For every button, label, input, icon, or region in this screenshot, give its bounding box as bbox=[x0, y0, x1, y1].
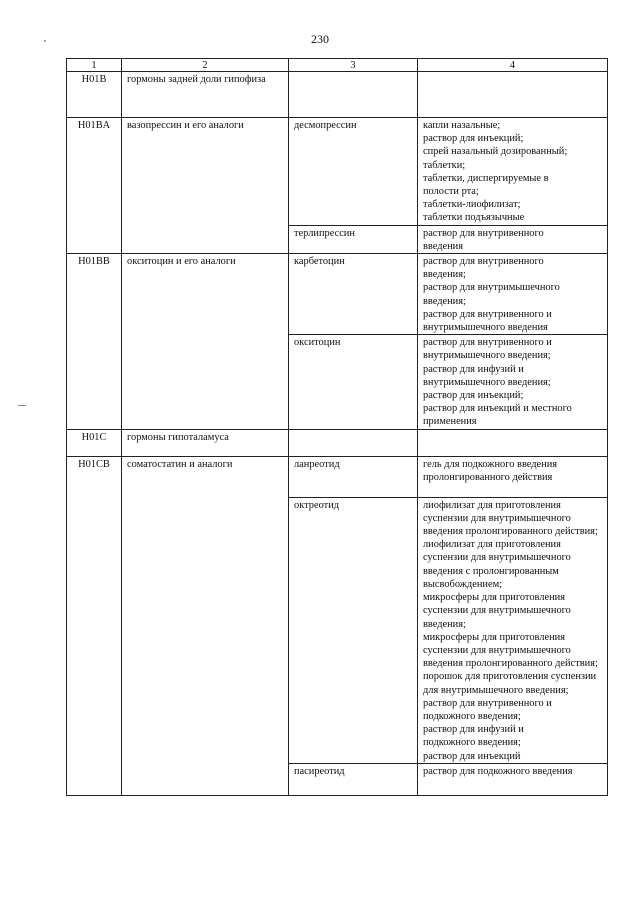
dosage-form: раствор для внутривенного и внутримышечного введения bbox=[423, 308, 552, 334]
dosage-form: раствор для инъекций и местного применения bbox=[423, 403, 572, 428]
dosage-form: раствор для внутривенного введения bbox=[423, 227, 544, 252]
scan-speck bbox=[18, 405, 26, 406]
dosage-form: раствор для внутривенного и внутримышечного введения; bbox=[423, 337, 552, 362]
group-name-cell: гормоны задней доли гипофиза bbox=[122, 72, 289, 118]
dosage-form: раствор для внутривенного введения; bbox=[423, 256, 544, 281]
group-name-cell: соматостатин и аналоги bbox=[122, 456, 289, 795]
dosage-form: раствор для инфузий и внутримышечного введения; bbox=[423, 363, 551, 388]
scan-speck bbox=[44, 40, 46, 42]
atc-code-cell: H01B bbox=[67, 72, 122, 118]
table-row bbox=[67, 429, 608, 456]
dosage-form: раствор для инъекций; bbox=[423, 133, 524, 145]
dosage-form: раствор для внутримышечного введения; bbox=[423, 282, 560, 307]
dosage-form: лиофилизат для приготовления суспензии для внутримышечного введения пролонгированного действия; bbox=[423, 499, 598, 538]
dosage-forms-cell bbox=[418, 225, 608, 253]
dosage-forms-cell bbox=[418, 497, 608, 763]
dosage-forms-cell bbox=[418, 456, 608, 497]
atc-code-cell: H01C bbox=[67, 429, 122, 456]
dosage-form: таблетки, диспергируемые в полости рта; bbox=[423, 172, 549, 198]
dosage-form: микросферы для приготовления суспензии для внутримышечного введения пролонгированного действия; bbox=[423, 631, 598, 670]
dosage-form: таблетки-лиофилизат; bbox=[423, 199, 521, 211]
dosage-form: раствор для инъекций bbox=[423, 750, 521, 762]
column-header: 3 bbox=[289, 59, 418, 72]
dosage-forms-cell bbox=[418, 254, 608, 335]
group-name-cell: гормоны гипоталамуса bbox=[122, 429, 289, 456]
dosage-form: раствор для инъекций; bbox=[423, 390, 524, 402]
dosage-form: таблетки; bbox=[423, 159, 466, 171]
dosage-forms-cell bbox=[418, 72, 608, 118]
group-name-cell: вазопрессин и его аналоги bbox=[122, 118, 289, 254]
column-header: 1 bbox=[67, 59, 122, 72]
table-row bbox=[67, 254, 608, 335]
substance-cell bbox=[289, 429, 418, 456]
column-header: 2 bbox=[122, 59, 289, 72]
dosage-form: раствор для инфузий и подкожного введения; bbox=[423, 724, 524, 749]
dosage-forms-cell bbox=[418, 763, 608, 795]
table-row bbox=[67, 118, 608, 226]
substance-cell: пасиреотид bbox=[289, 763, 418, 795]
atc-code-cell: H01BA bbox=[67, 118, 122, 254]
table-row bbox=[67, 72, 608, 118]
dosage-form: раствор для внутривенного и подкожного введения; bbox=[423, 697, 552, 722]
page-number: 230 bbox=[311, 32, 329, 46]
dosage-form: порошок для приготовления суспензии для внутримышечного введения; bbox=[423, 671, 597, 696]
substance-cell: терлипрессин bbox=[289, 225, 418, 253]
substance-cell: окситоцин bbox=[289, 335, 418, 429]
dosage-form: гель для подкожного введения пролонгированного действия bbox=[423, 458, 558, 483]
dosage-form: спрей назальный дозированный; bbox=[423, 146, 568, 158]
table-row bbox=[67, 456, 608, 497]
group-name-cell: окситоцин и его аналоги bbox=[122, 254, 289, 430]
drug-table bbox=[66, 58, 608, 796]
dosage-forms-cell bbox=[418, 118, 608, 226]
dosage-forms-cell bbox=[418, 335, 608, 429]
dosage-form: капли назальные; bbox=[423, 120, 501, 131]
substance-cell: десмопрессин bbox=[289, 118, 418, 226]
dosage-form: таблетки подъязычные bbox=[423, 212, 525, 224]
atc-code-cell: H01BB bbox=[67, 254, 122, 430]
dosage-forms-cell bbox=[418, 429, 608, 456]
substance-cell bbox=[289, 72, 418, 118]
substance-cell: карбетоцин bbox=[289, 254, 418, 335]
table-header-row bbox=[67, 59, 608, 72]
substance-cell: октреотид bbox=[289, 497, 418, 763]
column-header: 4 bbox=[418, 59, 608, 72]
dosage-form: лиофилизат для приготовления суспензии для внутримышечного введения с пролонгированным высвобождением; bbox=[423, 539, 571, 590]
substance-cell: ланреотид bbox=[289, 456, 418, 497]
atc-code-cell: H01CB bbox=[67, 456, 122, 795]
dosage-form: микросферы для приготовления суспензии для внутримышечного введения; bbox=[423, 592, 571, 630]
dosage-form: раствор для подкожного введения bbox=[423, 765, 573, 777]
